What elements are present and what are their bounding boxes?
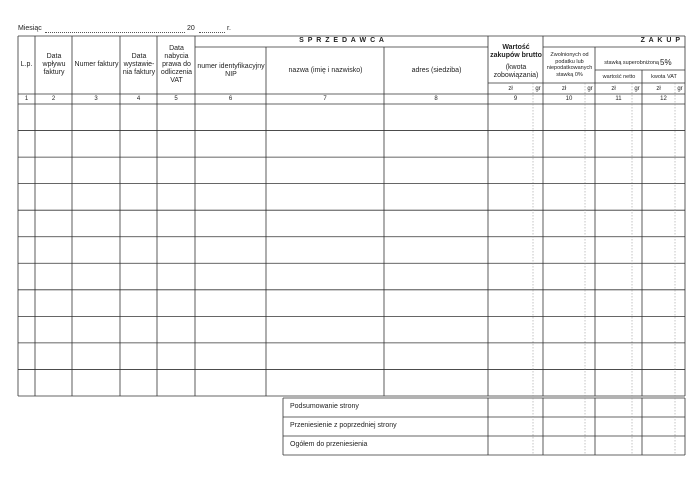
- table-cell[interactable]: [643, 132, 684, 157]
- col-header-data-wystawienia: Data wystawie-nia faktury: [122, 53, 156, 76]
- table-cell[interactable]: [544, 370, 594, 395]
- table-cell[interactable]: [36, 317, 71, 342]
- table-cell[interactable]: [267, 370, 383, 395]
- table-cell[interactable]: [544, 291, 594, 316]
- column-number: 12: [660, 96, 667, 102]
- col-header-nazwa: nazwa (imię i nazwisko): [288, 66, 363, 74]
- year-dotted-line[interactable]: [199, 32, 225, 33]
- table-cell[interactable]: [385, 291, 487, 316]
- table-cell[interactable]: [73, 291, 119, 316]
- table-cell[interactable]: [489, 132, 542, 157]
- table-cell[interactable]: [158, 158, 194, 183]
- table-cell[interactable]: [489, 264, 542, 289]
- table-cell[interactable]: [596, 264, 641, 289]
- table-cell[interactable]: [267, 264, 383, 289]
- table-cell[interactable]: [596, 185, 641, 210]
- table-cell[interactable]: [36, 132, 71, 157]
- table-cell[interactable]: [73, 132, 119, 157]
- col-header-numer-nip: numer identyfikacyjny NIP: [197, 62, 265, 78]
- table-cell[interactable]: [596, 132, 641, 157]
- table-cell[interactable]: [196, 291, 265, 316]
- table-cell[interactable]: [36, 185, 71, 210]
- table-cell[interactable]: [19, 264, 34, 289]
- table-cell[interactable]: [643, 344, 684, 369]
- table-cell[interactable]: [158, 317, 194, 342]
- table-cell[interactable]: [385, 370, 487, 395]
- table-cell[interactable]: [385, 158, 487, 183]
- table-cell[interactable]: [643, 158, 684, 183]
- column-number: 10: [565, 96, 573, 102]
- column-number: 9: [513, 96, 518, 102]
- column-number: 7: [323, 96, 327, 102]
- table-cell[interactable]: [267, 105, 383, 130]
- table-cell[interactable]: [73, 185, 119, 210]
- month-label: Miesiąc: [18, 25, 42, 32]
- table-cell[interactable]: [196, 158, 265, 183]
- table-cell[interactable]: [489, 105, 542, 130]
- table-cell[interactable]: [596, 158, 641, 183]
- column-number: 4: [136, 96, 141, 102]
- table-cell[interactable]: [36, 344, 71, 369]
- zl-label: zł: [611, 85, 616, 92]
- table-cell[interactable]: [596, 344, 641, 369]
- summary-podsumowanie: Podsumowanie strony: [290, 403, 359, 410]
- table-cell[interactable]: [121, 238, 156, 263]
- table-cell[interactable]: [121, 185, 156, 210]
- table-cell[interactable]: [36, 238, 71, 263]
- table-cell[interactable]: [489, 238, 542, 263]
- column-number: 2: [51, 96, 56, 102]
- table-cell[interactable]: [121, 317, 156, 342]
- table-cell[interactable]: [19, 211, 34, 236]
- table-cell[interactable]: [196, 211, 265, 236]
- table-cell[interactable]: [596, 211, 641, 236]
- table-cell[interactable]: [385, 317, 487, 342]
- table-cell[interactable]: [643, 211, 684, 236]
- table-cell[interactable]: [267, 238, 383, 263]
- table-cell[interactable]: [73, 238, 119, 263]
- col-header-data-wplywu: Data wpływu faktury: [42, 53, 66, 76]
- table-cell[interactable]: [489, 370, 542, 395]
- table-cell[interactable]: [19, 132, 34, 157]
- table-cell[interactable]: [643, 291, 684, 316]
- table-cell[interactable]: [158, 132, 194, 157]
- table-cell[interactable]: [385, 185, 487, 210]
- table-cell[interactable]: [385, 344, 487, 369]
- col-header-adres: adres (siedziba): [411, 66, 462, 74]
- table-cell[interactable]: [643, 185, 684, 210]
- table-cell[interactable]: [158, 211, 194, 236]
- table-cell[interactable]: [19, 370, 34, 395]
- table-cell[interactable]: [267, 317, 383, 342]
- table-cell[interactable]: [385, 132, 487, 157]
- zl-label: zł: [656, 85, 661, 92]
- table-cell[interactable]: [596, 317, 641, 342]
- col-header-numer-faktury: Numer faktury: [74, 61, 119, 68]
- table-cell[interactable]: [596, 291, 641, 316]
- table-cell[interactable]: [267, 185, 383, 210]
- table-cell[interactable]: [596, 370, 641, 395]
- table-cell[interactable]: [73, 211, 119, 236]
- table-cell[interactable]: [158, 185, 194, 210]
- table-cell[interactable]: [489, 317, 542, 342]
- table-cell[interactable]: [196, 238, 265, 263]
- table-cell[interactable]: [544, 344, 594, 369]
- column-number: 1: [24, 96, 29, 102]
- year-prefix: 20: [187, 25, 195, 32]
- table-cell[interactable]: [19, 105, 34, 130]
- table-cell[interactable]: [36, 105, 71, 130]
- table-cell[interactable]: [196, 344, 265, 369]
- col-header-zakup: Z A K U P: [640, 37, 681, 44]
- table-cell[interactable]: [158, 291, 194, 316]
- table-cell[interactable]: [19, 317, 34, 342]
- column-number: 3: [94, 96, 98, 102]
- table-cell[interactable]: [385, 238, 487, 263]
- table-cell[interactable]: [267, 291, 383, 316]
- column-number: 11: [615, 96, 622, 102]
- table-cell[interactable]: [73, 264, 119, 289]
- col-header-sprzedawca: S P R Z E D A W C A: [299, 37, 385, 44]
- gr-label: gr: [634, 85, 640, 92]
- table-cell[interactable]: [489, 291, 542, 316]
- summary-przeniesienie: Przeniesienie z poprzedniej strony: [290, 422, 397, 429]
- table-cell[interactable]: [36, 370, 71, 395]
- gr-label: gr: [677, 85, 683, 92]
- table-cell[interactable]: [489, 158, 542, 183]
- table-cell[interactable]: [544, 132, 594, 157]
- table-cell[interactable]: [643, 105, 684, 130]
- table-cell[interactable]: [643, 238, 684, 263]
- table-cell[interactable]: [596, 238, 641, 263]
- col-header-kwota-vat: kwota VAT: [651, 74, 677, 80]
- table-cell[interactable]: [196, 317, 265, 342]
- table-cell[interactable]: [73, 158, 119, 183]
- table-cell[interactable]: [544, 185, 594, 210]
- table-cell[interactable]: [544, 264, 594, 289]
- month-dotted-line[interactable]: [45, 32, 185, 33]
- table-cell[interactable]: [36, 211, 71, 236]
- table-cell[interactable]: [158, 264, 194, 289]
- table-cell[interactable]: [73, 105, 119, 130]
- table-cell[interactable]: [121, 211, 156, 236]
- table-cell[interactable]: [36, 291, 71, 316]
- table-cell[interactable]: [196, 370, 265, 395]
- col-header-stawka-obnizona: stawką superobniżoną: [604, 60, 659, 66]
- table-cell[interactable]: [489, 344, 542, 369]
- table-cell[interactable]: [121, 264, 156, 289]
- column-number: 5: [174, 96, 178, 102]
- table-cell[interactable]: [643, 264, 684, 289]
- table-cell[interactable]: [643, 317, 684, 342]
- table-cell[interactable]: [544, 158, 594, 183]
- col-header-wartosc-netto: wartość netto: [602, 74, 636, 80]
- zl-label: zł: [508, 85, 513, 92]
- table-cell[interactable]: [196, 185, 265, 210]
- summary-ogolem: Ogółem do przeniesienia: [290, 441, 368, 448]
- table-cell[interactable]: [121, 370, 156, 395]
- table-cell[interactable]: [121, 291, 156, 316]
- table-cell[interactable]: [544, 211, 594, 236]
- col-header-data-nabycia: Data nabycia prawa do odliczenia VAT: [160, 45, 193, 84]
- table-cell[interactable]: [19, 185, 34, 210]
- table-cell[interactable]: [19, 344, 34, 369]
- table-cell[interactable]: [385, 264, 487, 289]
- table-cell[interactable]: [158, 344, 194, 369]
- table-cell[interactable]: [544, 317, 594, 342]
- table-cell[interactable]: [158, 238, 194, 263]
- gr-label: gr: [535, 85, 541, 92]
- table-cell[interactable]: [544, 238, 594, 263]
- year-suffix: r.: [227, 25, 231, 32]
- table-cell[interactable]: [121, 158, 156, 183]
- table-cell[interactable]: [267, 132, 383, 157]
- table-cell[interactable]: [267, 344, 383, 369]
- table-cell[interactable]: [121, 132, 156, 157]
- table-cell[interactable]: [19, 291, 34, 316]
- table-cell[interactable]: [643, 370, 684, 395]
- table-cell[interactable]: [19, 238, 34, 263]
- table-cell[interactable]: [596, 105, 641, 130]
- gr-label: gr: [587, 85, 593, 92]
- table-cell[interactable]: [544, 105, 594, 130]
- table-cell[interactable]: [19, 158, 34, 183]
- col-header-wartosc-title: Wartość zakupów brutto: [490, 44, 542, 59]
- col-header-wartosc-sub: (kwota zobowiązania): [493, 64, 539, 79]
- table-cell[interactable]: [489, 185, 542, 210]
- table-cell[interactable]: [73, 344, 119, 369]
- table-cell[interactable]: [158, 105, 194, 130]
- col-header-lp: L.p.: [20, 61, 33, 68]
- col-header-stawka-pct: 5%: [660, 58, 672, 67]
- table-cell[interactable]: [158, 370, 194, 395]
- table-cell[interactable]: [267, 158, 383, 183]
- table-cell[interactable]: [121, 344, 156, 369]
- column-number: 8: [434, 96, 438, 102]
- table-cell[interactable]: [73, 317, 119, 342]
- table-cell[interactable]: [73, 370, 119, 395]
- table-cell[interactable]: [196, 132, 265, 157]
- table-cell[interactable]: [121, 105, 156, 130]
- zl-label: zł: [561, 85, 567, 92]
- table-cell[interactable]: [267, 211, 383, 236]
- table-cell[interactable]: [489, 211, 542, 236]
- col-header-zwolnionych: Zwolnionych od podatku lub niepodatkowanych stawką 0%: [546, 52, 593, 78]
- table-cell[interactable]: [36, 158, 71, 183]
- table-cell[interactable]: [385, 105, 487, 130]
- table-cell[interactable]: [385, 211, 487, 236]
- column-number: 6: [228, 96, 233, 102]
- table-cell[interactable]: [196, 264, 265, 289]
- table-cell[interactable]: [196, 105, 265, 130]
- table-cell[interactable]: [36, 264, 71, 289]
